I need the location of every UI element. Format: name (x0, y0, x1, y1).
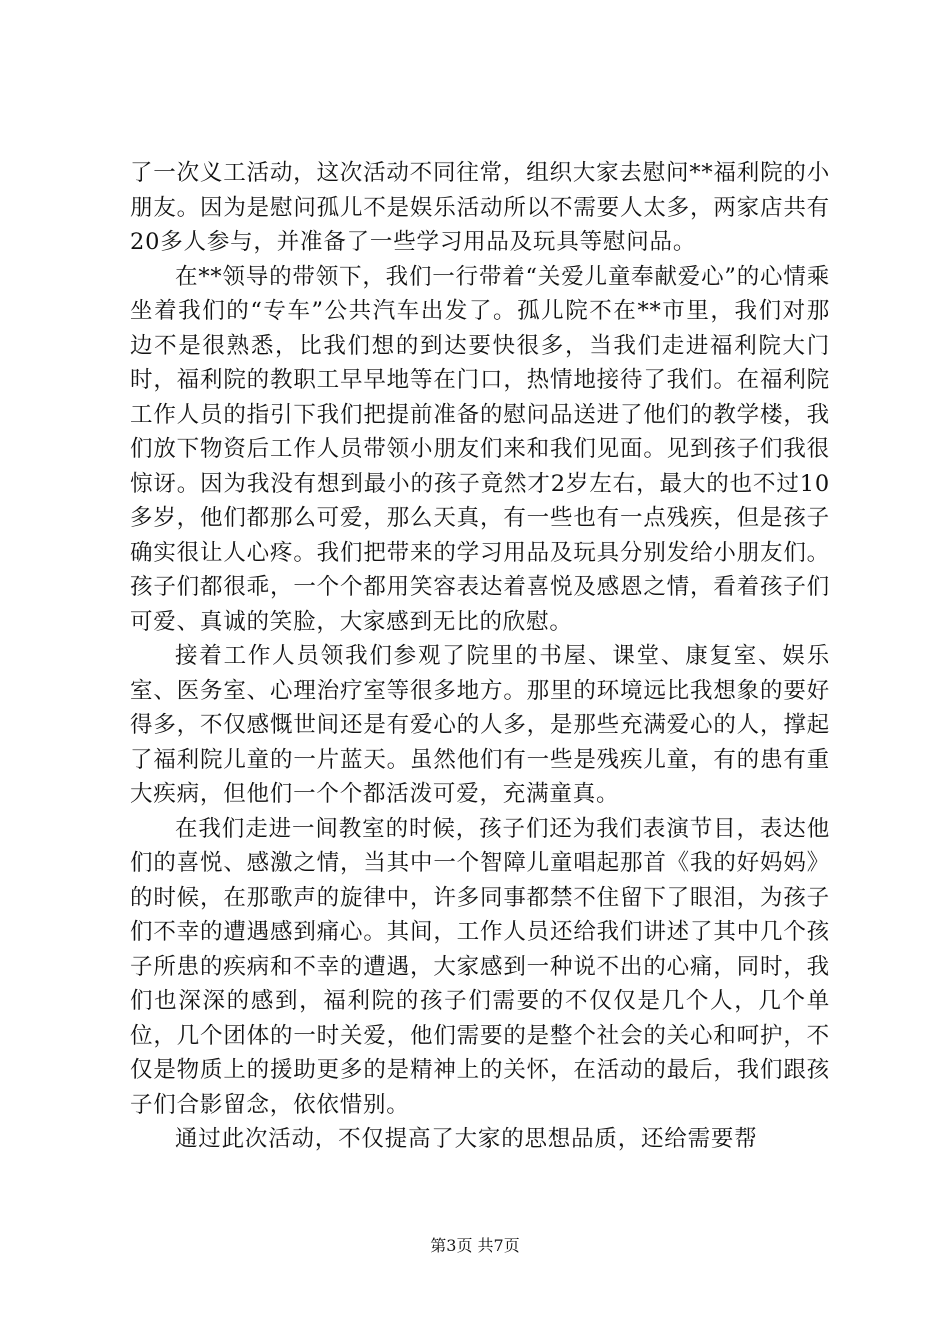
paragraph-3: 接着工作人员领我们参观了院里的书屋、课堂、康复室、娱乐室、医务室、心理治疗室等很多地方。那里的环境远比我想象的要好得多，不仅感慨世间还是有爱心的人多，是那些充满爱心的人，撑起了福利院儿童的一片蓝天。虽然他们有一些是残疾儿童，有的患有重大疾病，但他们一个个都活泼可爱，充满童真。 (130, 643, 830, 807)
paragraph-2: 在**领导的带领下，我们一行带着“关爱儿童奉献爱心”的心情乘坐着我们的“专车”公共汽车出发了。孤儿院不在**市里，我们对那边不是很熟悉，比我们想的到达要快很多，当我们走进福利院大门时，福利院的教职工早早地等在门口，热情地接待了我们。在福利院工作人员的指引下我们把提前准备的慰问品送进了他们的教学楼，我们放下物资后工作人员带领小朋友们来和我们见面。见到孩子们我很惊讶。因为我没有想到最小的孩子竟然才2岁左右，最大的也不过10多岁，他们都那么可爱，那么天真，有一些也有一点残疾，但是孩子确实很让人心疼。我们把带来的学习用品及玩具分别发给小朋友们。孩子们都很乖，一个个都用笑容表达着喜悦及感恩之情，看着孩子们可爱、真诚的笑脸，大家感到无比的欣慰。 (130, 263, 830, 635)
paragraph-1: 了一次义工活动，这次活动不同往常，组织大家去慰问**福利院的小朋友。因为是慰问孤儿不是娱乐活动所以不需要人太多，两家店共有20多人参与，并准备了一些学习用品及玩具等慰问品。 (130, 160, 830, 255)
paragraph-5: 通过此次活动，不仅提高了大家的思想品质，还给需要帮 (175, 1126, 758, 1152)
body-text (130, 156, 830, 1157)
paragraph-4: 在我们走进一间教室的时候，孩子们还为我们表演节目，表达他们的喜悦、感激之情，当其中一个智障儿童唱起那首《我的好妈妈》的时候，在那歌声的旋律中，许多同事都禁不住留下了眼泪，为孩子们不幸的遭遇感到痛心。其间，工作人员还给我们讲述了其中几个孩子所患的疾病和不幸的遭遇，大家感到一种说不出的心痛，同时，我们也深深的感到，福利院的孩子们需要的不仅仅是几个人，几个单位，几个团体的一时关爱，他们需要的是整个社会的关心和呵护，不仅是物质上的援助更多的是精神上的关怀，在活动的最后，我们跟孩子们合影留念，依依惜别。 (130, 815, 830, 1118)
page-footer: 第3页 共7页 (430, 1236, 520, 1255)
